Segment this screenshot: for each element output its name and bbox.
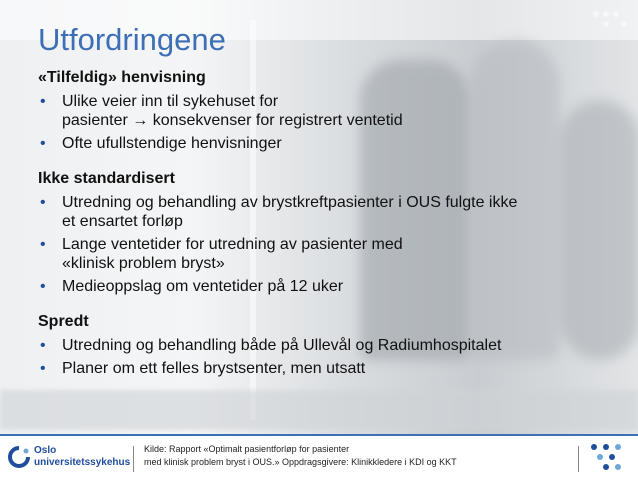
bullet-list [38,336,608,378]
slide-content [38,68,608,378]
section-heading: Spredt [38,313,89,330]
bullet-text: Ofte ufullstendige henvisninger [62,135,282,152]
list-item [38,193,608,231]
footer-divider [0,434,638,436]
bullet-text: et ensartet forløp [62,213,183,230]
bullet-text: Utredning og behandling av brystkreftpasienter i OUS fulgte ikke [62,194,518,211]
logo-line: Oslo [34,445,57,456]
list-item [38,359,608,378]
bullet-text: pasienter [62,112,133,129]
section-heading: Ikke standardisert [38,170,175,187]
bullet-text: Ulike veier inn til sykehuset for [62,93,279,110]
footer-separator [578,446,579,472]
footer-separator [133,446,134,472]
ous-logo-icon [8,446,30,468]
bullet-text: Lange ventetider for utredning av pasienter med [62,236,403,253]
source-line: med klinisk problem bryst i OUS.» Oppdragsgivere: Klinikkledere i KDI og KKT [144,457,457,467]
bullet-text: Medieoppslag om ventetider på 12 uker [62,278,344,295]
list-item [38,92,608,130]
bullet-text: Utredning og behandling både på Ullevål og Radiumhospitalet [62,337,502,354]
section-heading: «Tilfeldig» henvisning [38,69,206,86]
decorative-dots-icon [590,8,630,32]
source-line: Kilde: Rapport «Optimalt pasientforløp for pasienter [144,444,350,454]
bullet-text: Planer om ett felles brystsenter, men utsatt [62,360,366,377]
bullet-list [38,92,608,153]
brand-dots-icon [586,442,626,472]
list-item [38,235,608,273]
source-citation [144,443,457,469]
bullet-text: «klinisk problem bryst» [62,255,225,272]
bullet-text: konsekvenser for registrert ventetid [148,112,403,129]
bullet-list [38,193,608,296]
logo-line: universitetssykehus [34,457,131,468]
list-item [38,134,608,153]
list-item [38,277,608,296]
arrow-icon: → [132,112,149,129]
logo-text [34,445,130,469]
list-item [38,336,608,355]
background-floor [0,390,638,430]
slide-title: Utfordringene [38,22,226,57]
